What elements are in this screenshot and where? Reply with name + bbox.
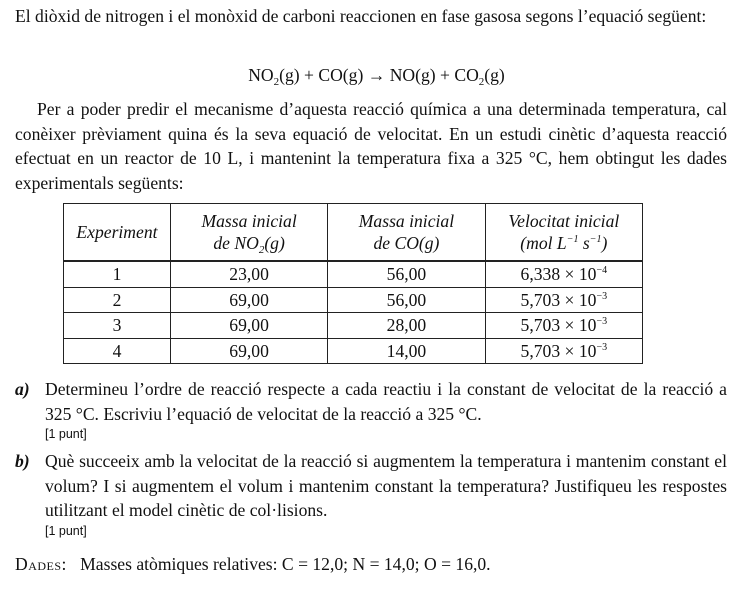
cell-exp: 3 bbox=[64, 313, 171, 339]
cell-exp: 4 bbox=[64, 338, 171, 364]
rate-exponent: −3 bbox=[596, 316, 608, 328]
rate-exponent: −4 bbox=[596, 265, 608, 277]
cell-no2: 69,00 bbox=[170, 338, 327, 364]
dades-text: Masses atòmiques relatives: C = 12,0; N = 14,0; O = 16,0. bbox=[80, 554, 491, 574]
question-a-text: Determineu l’ordre de reacció respecte a cada reactiu i la constant de velocitat de la reacció a 325 °C. Escriviu l’equació de velocitat de la reacció a 325 °C. bbox=[45, 379, 727, 424]
cell-rate bbox=[485, 261, 642, 287]
cell-exp: 2 bbox=[64, 287, 171, 313]
header-no2-mass bbox=[170, 204, 327, 262]
header-co-line1: Massa inicial bbox=[358, 211, 455, 231]
question-a bbox=[15, 377, 727, 442]
experimental-data-table bbox=[63, 203, 643, 364]
question-b bbox=[15, 449, 727, 539]
cell-rate bbox=[485, 313, 642, 339]
rate-exponent: −3 bbox=[596, 341, 608, 353]
chemical-equation bbox=[0, 63, 753, 88]
rate-mantissa: 5,703 × 10 bbox=[520, 315, 597, 336]
header-rate-close: ) bbox=[601, 233, 608, 253]
cell-co: 28,00 bbox=[328, 313, 485, 339]
question-a-points: [1 punt] bbox=[45, 427, 87, 441]
header-rate-unit: (mol L bbox=[520, 233, 567, 253]
header-rate-line1: Velocitat inicial bbox=[508, 211, 620, 231]
header-experiment: Experiment bbox=[64, 204, 171, 262]
cell-rate bbox=[485, 287, 642, 313]
cell-rate bbox=[485, 338, 642, 364]
cell-no2: 69,00 bbox=[170, 287, 327, 313]
rate-mantissa: 6,338 × 10 bbox=[520, 264, 597, 285]
header-rate-sup1: −1 bbox=[566, 234, 579, 245]
rate-exponent: −3 bbox=[596, 290, 608, 302]
eq-part3: (g) bbox=[484, 65, 505, 85]
header-rate bbox=[485, 204, 642, 262]
dades-line bbox=[15, 552, 491, 577]
header-no2-line2: de NO bbox=[213, 233, 259, 253]
header-rate-mid: s bbox=[578, 233, 590, 253]
table-header-row bbox=[64, 204, 643, 262]
question-b-label: b) bbox=[15, 451, 30, 471]
table-row bbox=[64, 261, 643, 287]
header-no2-sub: 2 bbox=[258, 244, 265, 256]
table-row bbox=[64, 287, 643, 313]
table-row bbox=[64, 313, 643, 339]
question-b-points: [1 punt] bbox=[45, 523, 87, 538]
header-co-mass bbox=[328, 204, 485, 262]
cell-no2: 69,00 bbox=[170, 313, 327, 339]
header-rate-sup2: −1 bbox=[589, 234, 602, 245]
header-co-line2: de CO(g) bbox=[373, 233, 440, 253]
eq-sub2: 2 bbox=[478, 76, 485, 88]
intro-text: El diòxid de nitrogen i el monòxid de carboni reaccionen en fase gasosa segons l’equació següent: bbox=[15, 6, 707, 26]
eq-part2: (g) + CO(g) → NO(g) + CO bbox=[279, 65, 479, 85]
table-row bbox=[64, 338, 643, 364]
context-paragraph: Per a poder predir el mecanisme d’aquesta reacció química a una determinada temperatura, cal conèixer prèviament quina és la seva equació de velocitat. En un estudi cinètic d’aquesta reacció efectuat en un reactor de 10 L, i mantenint la temperatura fixa a 325 °C, hem obtingut les dades experimentals següents: bbox=[15, 99, 727, 193]
cell-no2: 23,00 bbox=[170, 261, 327, 287]
rate-mantissa: 5,703 × 10 bbox=[520, 340, 597, 361]
header-no2-line1: Massa inicial bbox=[201, 211, 297, 231]
cell-exp: 1 bbox=[64, 261, 171, 287]
dades-label: Dades: bbox=[15, 554, 67, 574]
cell-co: 56,00 bbox=[328, 261, 485, 287]
cell-co: 14,00 bbox=[328, 338, 485, 364]
question-a-label: a) bbox=[15, 379, 30, 399]
question-b-text: Què succeeix amb la velocitat de la reacció si augmentem la temperatura i mantenim constant el volum? I si augmentem el volum i mantenim constant la temperatura? Justifiqueu les respostes utilitzant el model cinètic de col·lisions. bbox=[45, 451, 727, 520]
eq-part1: NO bbox=[248, 65, 274, 85]
eq-sub1: 2 bbox=[273, 76, 280, 88]
rate-mantissa: 5,703 × 10 bbox=[520, 289, 597, 310]
cell-co: 56,00 bbox=[328, 287, 485, 313]
header-no2-tail: (g) bbox=[264, 233, 285, 253]
